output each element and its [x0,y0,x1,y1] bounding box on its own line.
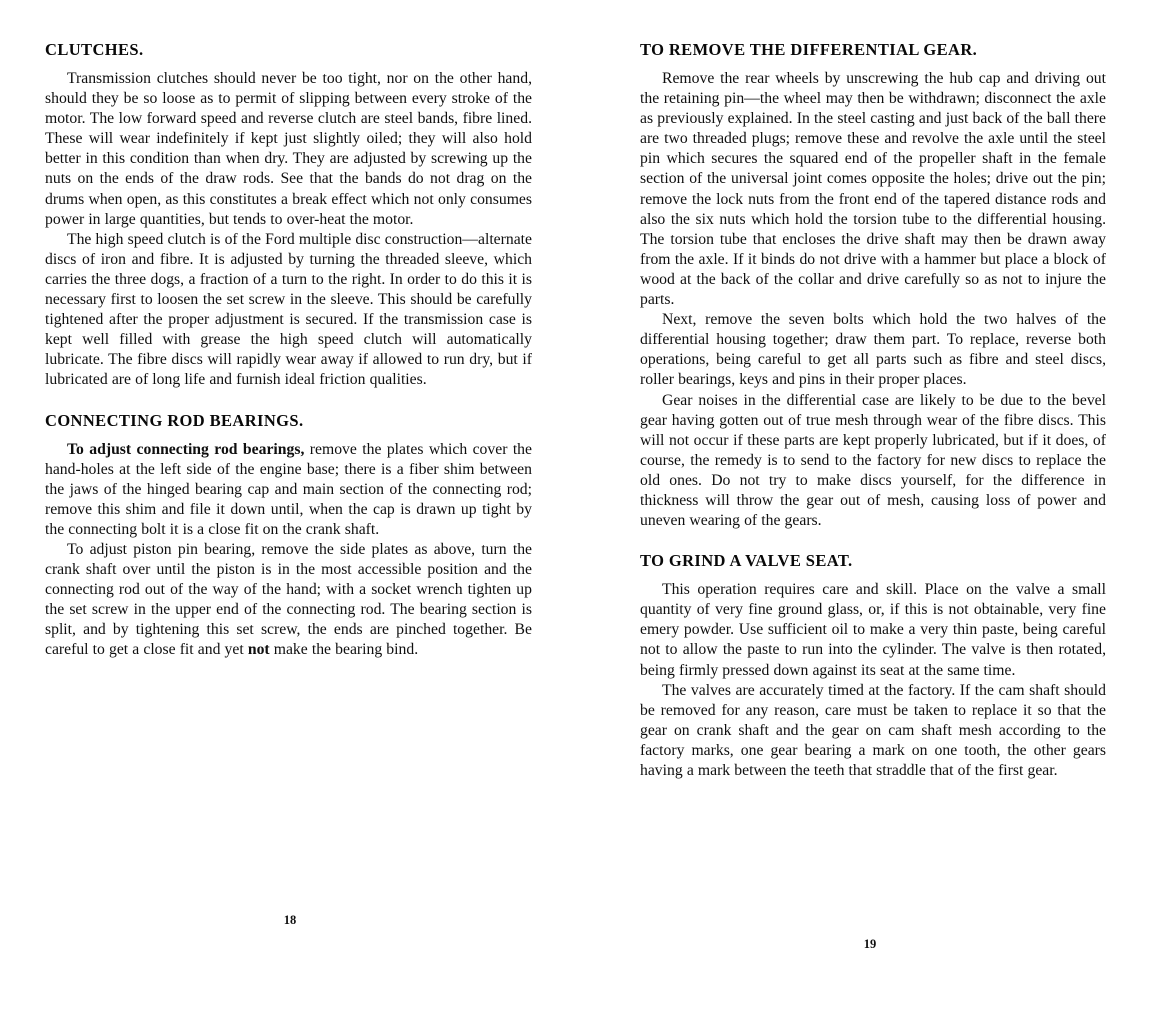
heading-remove-differential-gear: TO REMOVE THE DIFFERENTIAL GEAR. [640,40,978,59]
heading-clutches: CLUTCHES. [45,40,144,59]
paragraph-text-before-bold: To adjust piston pin bearing, remove the side plates as above, turn the crank shaft over until the piston is in the most accessible position and the connecting rod out of the way of the hand; with a socket wrench tighten up the set screw in the upper end of the connecting rod. The bearing section is split, and by tightening this set screw, the ends are pinched together. Be careful to get a close fit and yet [45,540,532,659]
paragraph-differential-3: Gear noises in the differential case are likely to be due to the bevel gear having gotten out of true mesh through wear of the fibre discs. This will not occur if these parts are kept properly lubricated, but if it does, of course, the remedy is to send to the factory for new discs to replace the old ones. Do not try to make discs yourself, for the difference in thickness will throw the gear out of mesh, causing loss of power and uneven wearing of the gears. [640,391,1106,530]
paragraph-connecting-rod-1 [45,440,532,540]
right-page [580,0,1160,1011]
paragraph-clutches-2: The high speed clutch is of the Ford multiple disc construction—alternate discs of iron and fibre. It is adjusted by turning the threaded sleeve, which carries the three dogs, a fraction of a turn to the right. In order to do this it is necessary first to loosen the set screw in the sleeve. This should be carefully tightened after the proper adjustment is secured. If the transmission case is kept well filled with grease the high speed clutch will automatically lubricate. The fibre discs will rapidly wear away if allowed to run dry, but if lubricated are of long life and furnish ideal friction qualities. [45,230,532,389]
left-page-column [45,40,532,661]
page-number-left: 18 [283,913,297,927]
paragraph-text-after-bold: make the bearing bind. [269,641,419,659]
heading-connecting-rod-bearings: CONNECTING ROD BEARINGS. [45,410,304,430]
paragraph-lead-bold: To adjust connecting rod bearings, [67,440,305,458]
heading-grind-valve-seat: TO GRIND A VALVE SEAT. [640,551,853,571]
paragraph-emphasis-not: not [247,641,270,659]
paragraph-differential-2: Next, remove the seven bolts which hold the two halves of the differential housing together; draw them part. To replace, reverse both operations, being careful to get all parts such as fibre and steel discs, roller bearings, keys and pins in their proper places. [640,311,1106,389]
paragraph-valve-seat-1: This operation requires care and skill. Place on the valve a small quantity of very fine ground glass, or, if this is not obtainable, very fine emery powder. Use sufficient oil to make a very thin paste, being careful not to allow the paste to run into the cylinder. The valve is then rotated, being firmly pressed down against its seat at the same time. [640,581,1106,679]
page-number-right: 19 [863,937,877,951]
right-page-column [640,40,1106,781]
paragraph-valve-seat-2: The valves are accurately timed at the factory. If the cam shaft should be removed for any reason, care must be taken to replace it so that the gear on crank shaft and the gear on cam shaft mesh according to the factory marks, one gear bearing a mark on one tooth, the other gears having a mark between the teeth that straddle that of the first gear. [640,681,1106,779]
paragraph-lead-rest: remove the plates which cover the hand-holes at the left side of the engine base; there is a fiber shim between the jaws of the hinged bearing cap and main section of the connecting rod; remove this shim and file it down until, when the cap is drawn up tight by the connecting bolt it is a close fit on the crank shaft. [45,440,532,538]
paragraph-clutches-1: Transmission clutches should never be too tight, nor on the other hand, should they be so loose as to permit of slipping between every stroke of the motor. The low forward speed and reverse clutch are steel bands, fibre lined. These will wear indefinitely if kept just slightly oiled; they will also hold better in this condition than when dry. They are adjusted by screwing up the nuts on the ends of the draw rods. See that the bands do not drag on the drums when open, as this constitutes a break effect which not only consumes power in large quantities, but tends to over-heat the motor. [45,70,532,228]
paragraph-differential-1: Remove the rear wheels by unscrewing the hub cap and driving out the retaining pin—the wheel may then be withdrawn; disconnect the axle as previously explained. In the steel casting and just back of the ball there are two threaded plugs; remove these and revolve the axle until the steel pin which secures the squared end of the propeller shaft in the female section of the universal joint comes opposite the holes; drive out the pin; remove the lock nuts from the front end of the tapered distance rods and also the six nuts which hold the torsion tube to the differential housing. The torsion tube that encloses the drive shaft may then be drawn away from the axle. If it binds do not drive with a hammer but place a block of wood at the back of the collar and drive carefully so as not to injure the parts. [640,70,1106,309]
paragraph-connecting-rod-2 [45,540,532,661]
